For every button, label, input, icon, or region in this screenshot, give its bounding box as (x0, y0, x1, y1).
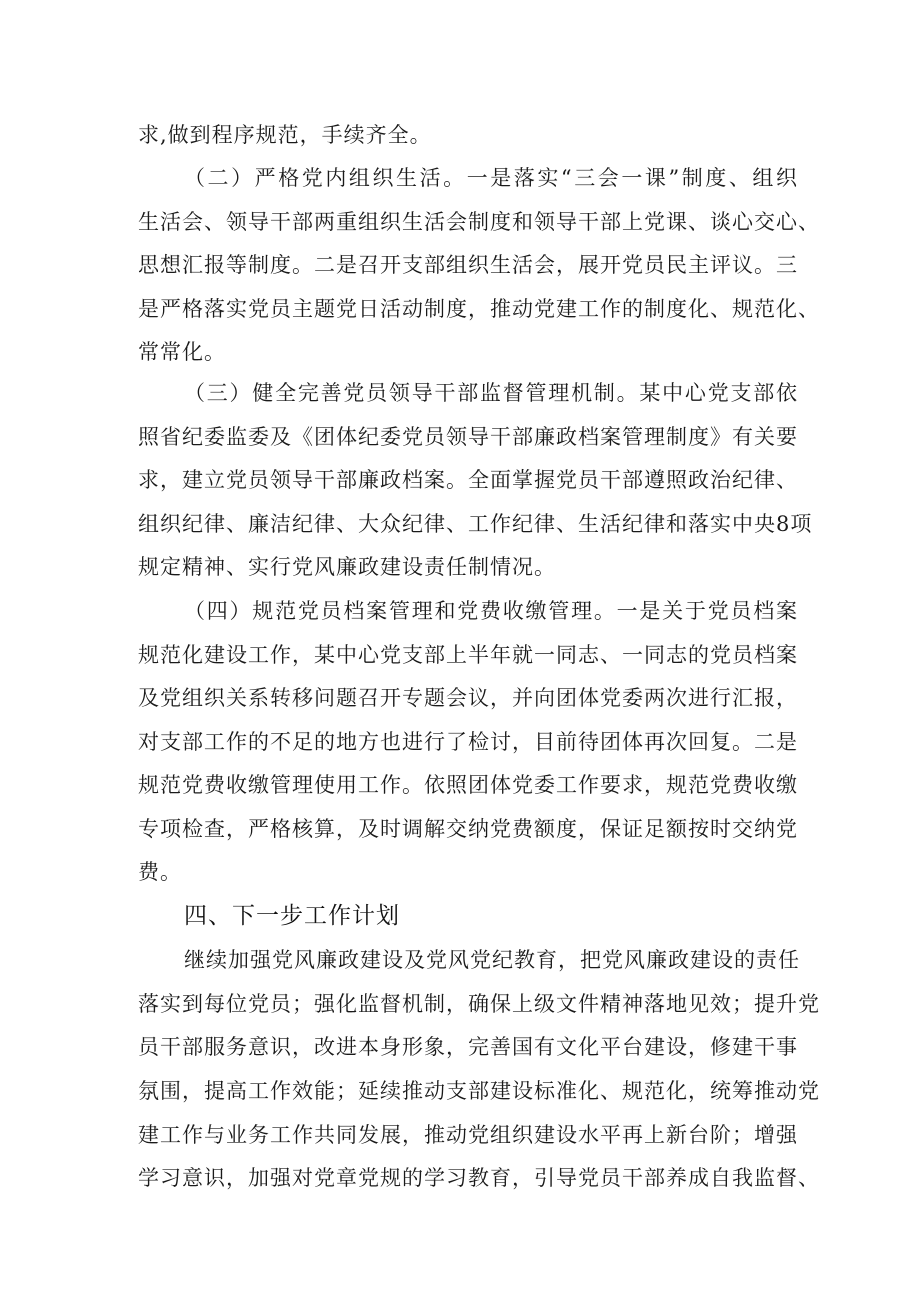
text-line: （四）规范党员档案管理和党费收缴管理。一是关于党员档案 (184, 599, 798, 623)
text-line: 常常化。 (138, 340, 226, 364)
text-line: 落实到每位党员；强化监督机制，确保上级文件精神落地见效；提升党 (138, 992, 820, 1016)
text-line: 专项检查，严格核算，及时调解交纳党费额度，保证足额按时交纳党 (138, 817, 798, 841)
text-line: （三）健全完善党员领导干部监督管理机制。某中心党支部依 (184, 381, 798, 405)
text-line: 规范党费收缴管理使用工作。依照团体党委工作要求，规范党费收缴 (138, 773, 798, 797)
text-line: 费。 (138, 860, 182, 884)
text-line: 照省纪委监委及《团体纪委党员领导干部廉政档案管理制度》有关要 (138, 425, 798, 449)
text-line: 员干部服务意识，改进本身形象，完善国有文化平台建设，修建干事 (138, 1035, 798, 1059)
text-line: 求,做到程序规范，手续齐全。 (138, 123, 432, 147)
text-line: 思想汇报等制度。二是召开支部组织生活会，展开党员民主评议。三 (138, 253, 798, 277)
text-line: 氛围，提高工作效能；延续推动支部建设标准化、规范化，统筹推动党 (138, 1079, 820, 1103)
text-line: 建工作与业务工作共同发展，推动党组织建设水平再上新台阶；增强 (138, 1123, 798, 1147)
text-line: 规范化建设工作，某中心党支部上半年就一同志、一同志的党员档案 (138, 643, 798, 667)
section-heading: 四、下一步工作计划 (184, 903, 400, 929)
text-line: （二）严格党内组织生活。一是落实“三会一课”制度、组织 (184, 166, 798, 190)
text-line: 规定精神、实行党风廉政建设责任制情况。 (138, 555, 556, 579)
text-line: 继续加强党风廉政建设及党风党纪教育，把党风廉政建设的责任 (184, 948, 800, 972)
text-line: 对支部工作的不足的地方也进行了检讨，目前待团体再次回复。二是 (138, 730, 798, 754)
text-line: 生活会、领导干部两重组织生活会制度和领导干部上党课、谈心交心、 (138, 210, 820, 234)
text-line: 求，建立党员领导干部廉政档案。全面掌握党员干部遵照政治纪律、 (138, 468, 798, 492)
text-line: 学习意识，加强对党章党规的学习教育，引导党员干部养成自我监督、 (138, 1166, 820, 1190)
text-line: 是严格落实党员主题党日活动制度，推动党建工作的制度化、规范化、 (138, 297, 820, 321)
text-line: 及党组织关系转移问题召开专题会议，并向团体党委两次进行汇报， (138, 686, 798, 710)
text-line: 组织纪律、廉洁纪律、大众纪律、工作纪律、生活纪律和落实中央8项 (138, 512, 813, 536)
